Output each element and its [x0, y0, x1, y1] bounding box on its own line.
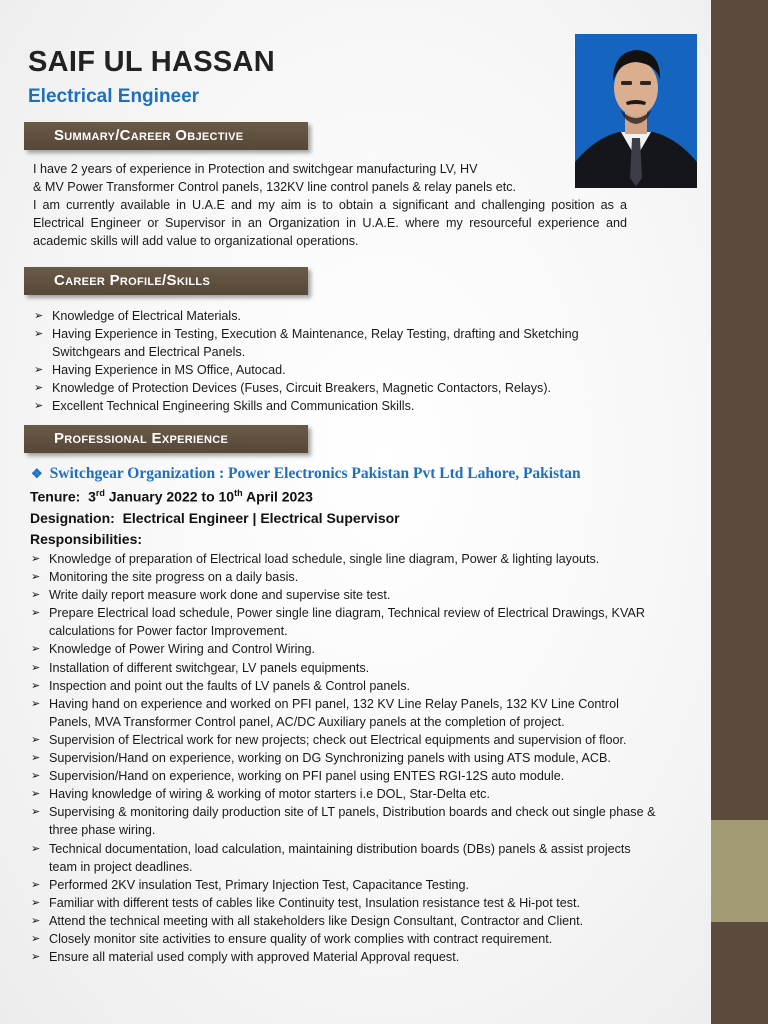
- list-item: ➢ Attend the technical meeting with all stakeholders like Design Consultant, Contractor and Client.: [30, 912, 658, 930]
- arrow-bullet-icon: ➢: [31, 643, 41, 656]
- list-item: ➢ Excellent Technical Engineering Skills and Communication Skills.: [33, 397, 633, 415]
- responsibilities-label: Responsibilities:: [30, 531, 143, 547]
- list-item: ➢ Performed 2KV insulation Test, Primary Injection Test, Capacitance Testing.: [30, 876, 658, 894]
- designation-line: Designation: Electrical Engineer | Electrical Supervisor: [30, 510, 400, 526]
- arrow-bullet-icon: ➢: [31, 896, 41, 909]
- section-header-skills: Career Profile/Skills: [24, 267, 308, 295]
- diamond-icon: ❖: [31, 466, 43, 481]
- summary-paragraph-2: I am currently available in U.A.E and my aim is to obtain a significant and challenging position as a Electrical Engineer or Supervisor in an Organization in U.A.E. where my resourceful experience and academic skills will add value to organizational operations.: [33, 198, 627, 248]
- summary-text: [33, 160, 627, 250]
- list-item: ➢ Monitoring the site progress on a daily basis.: [30, 568, 658, 586]
- summary-line-2: & MV Power Transformer Control panels, 132KV line control panels & relay panels etc.: [33, 180, 516, 194]
- tenure-line: Tenure: 3rd January 2022 to 10th April 2023: [30, 488, 313, 505]
- list-item: ➢ Knowledge of preparation of Electrical load schedule, single line diagram, Power & lighting layouts.: [30, 550, 658, 568]
- list-item: ➢ Having Experience in MS Office, Autocad.: [33, 361, 633, 379]
- arrow-bullet-icon: ➢: [31, 806, 41, 819]
- arrow-bullet-icon: ➢: [31, 661, 41, 674]
- arrow-bullet-icon: ➢: [31, 571, 41, 584]
- arrow-bullet-icon: ➢: [31, 752, 41, 765]
- list-item: ➢ Installation of different switchgear, LV panels equipments.: [30, 659, 658, 677]
- responsibilities-list: [30, 550, 658, 966]
- section-header-experience: Professional Experience: [24, 425, 308, 453]
- list-item: ➢ Having Experience in Testing, Execution & Maintenance, Relay Testing, drafting and Sketching Switchgears and Electrical Panels.: [34, 327, 579, 360]
- arrow-bullet-icon: ➢: [31, 770, 41, 783]
- arrow-bullet-icon: ➢: [31, 679, 41, 692]
- list-item: ➢ Having knowledge of wiring & working of motor starters i.e DOL, Star-Delta etc.: [30, 785, 658, 803]
- arrow-bullet-icon: ➢: [31, 788, 41, 801]
- list-item: ➢ Ensure all material used comply with approved Material Approval request.: [30, 948, 658, 966]
- organization-heading: ❖ Switchgear Organization : Power Electronics Pakistan Pvt Ltd Lahore, Pakistan: [31, 465, 581, 482]
- arrow-bullet-icon: ➢: [31, 951, 41, 964]
- arrow-bullet-icon: ➢: [31, 589, 41, 602]
- list-item: ➢ Supervision/Hand on experience, working on DG Synchronizing panels with using ATS module, ACB.: [30, 749, 658, 767]
- arrow-bullet-icon: ➢: [31, 697, 41, 710]
- summary-line-1: I have 2 years of experience in Protection and switchgear manufacturing LV, HV: [33, 162, 478, 176]
- list-item: ➢ Knowledge of Protection Devices (Fuses, Circuit Breakers, Magnetic Contactors, Relays).: [33, 379, 633, 397]
- candidate-name: SAIF UL HASSAN: [28, 46, 275, 78]
- list-item: ➢ Prepare Electrical load schedule, Power single line diagram, Technical review of Electrical Drawings, KVAR calculations for Power factor Improvement.: [31, 606, 645, 639]
- right-bar-accent-block: [711, 820, 768, 922]
- list-item: ➢ Supervising & monitoring daily production site of LT panels, Distribution boards and check out single phase & three phase wiring.: [31, 805, 656, 838]
- list-item: ➢ Closely monitor site activities to ensure quality of work complies with contract requirement.: [30, 930, 658, 948]
- list-item: ➢ Supervision of Electrical work for new projects; check out Electrical equipments and supervision of floor.: [30, 731, 658, 749]
- list-item: ➢ Knowledge of Electrical Materials.: [33, 307, 633, 325]
- candidate-role: Electrical Engineer: [28, 86, 200, 107]
- arrow-bullet-icon: ➢: [34, 310, 44, 322]
- list-item: ➢ Knowledge of Power Wiring and Control Wiring.: [30, 640, 658, 658]
- section-header-summary: Summary/Career Objective: [24, 122, 308, 150]
- list-item: ➢ Familiar with different tests of cables like Continuity test, Insulation resistance test & Hi-pot test.: [30, 894, 658, 912]
- skills-list: [33, 307, 633, 416]
- arrow-bullet-icon: ➢: [31, 553, 41, 565]
- arrow-bullet-icon: ➢: [31, 607, 41, 620]
- arrow-bullet-icon: ➢: [31, 842, 41, 855]
- list-item: ➢ Write daily report measure work done and supervise site test.: [30, 586, 658, 604]
- arrow-bullet-icon: ➢: [34, 382, 44, 395]
- arrow-bullet-icon: ➢: [31, 878, 41, 891]
- list-item: ➢ Supervision/Hand on experience, working on PFI panel using ENTES RGI-12S auto module.: [30, 767, 658, 785]
- arrow-bullet-icon: ➢: [31, 733, 41, 746]
- arrow-bullet-icon: ➢: [34, 400, 44, 413]
- list-item: ➢ Inspection and point out the faults of LV panels & Control panels.: [30, 677, 658, 695]
- arrow-bullet-icon: ➢: [34, 328, 44, 341]
- list-item: ➢ Having hand on experience and worked on PFI panel, 132 KV Line Relay Panels, 132 KV Line Control Panels, MVA Transformer Control panel, AC/DC Auxiliary panels at the completion of project.: [31, 696, 619, 729]
- arrow-bullet-icon: ➢: [31, 932, 41, 945]
- arrow-bullet-icon: ➢: [31, 914, 41, 927]
- list-item: ➢ Technical documentation, load calculation, maintaining distribution boards (DBs) panels & assist projects team in project deadlines.: [31, 841, 631, 874]
- arrow-bullet-icon: ➢: [34, 364, 44, 377]
